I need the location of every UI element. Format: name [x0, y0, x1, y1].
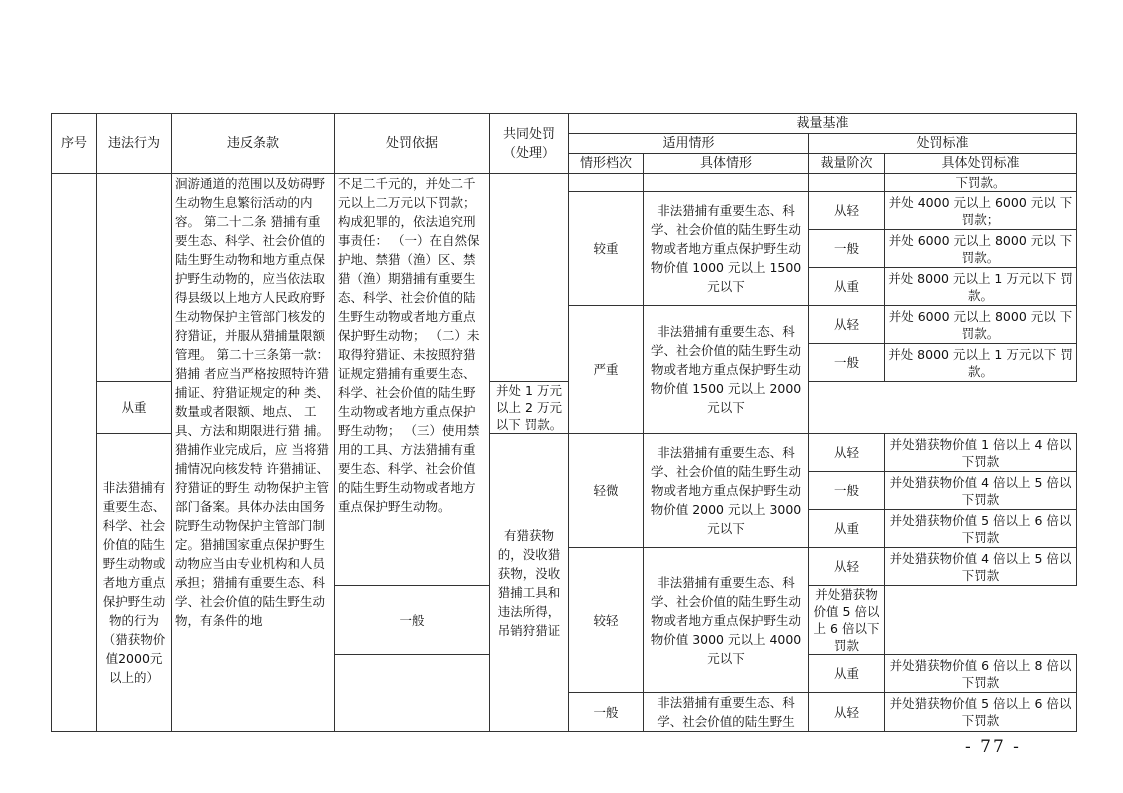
stage-cell: 从轻: [809, 192, 885, 230]
penalty-cell: 并处 8000 元以上 1 万元以下 罚款。: [885, 344, 1077, 382]
penalty-cell: 并处 4000 元以上 6000 元以 下罚款；: [885, 192, 1077, 230]
penalty-cell: 并处猎获物价值 4 倍以上 5 倍以下罚款: [885, 472, 1077, 510]
level-cell: 较重: [569, 192, 644, 306]
common-penalty-cell: 有猎获物的，没收猎获物，没收猎捕工具和违法所得，吊销狩猎证: [490, 434, 569, 732]
level-cell: 一般: [569, 693, 644, 732]
detail-cell: 非法猎捕有重要生态、科学、社会价值的陆生野生动物或者地方重点保护野生动物价值 1500 元以上 2000 元以下: [644, 306, 809, 434]
detail-cell-prev: [644, 174, 809, 192]
penalty-cell: 并处 6000 元以上 8000 元以 下罚款。: [885, 306, 1077, 344]
stage-cell: 一般: [809, 344, 885, 382]
header-seq: 序号: [52, 114, 97, 174]
level-cell: 严重: [569, 306, 644, 434]
table-row: [52, 174, 1077, 192]
detail-cell: 非法猎捕有重要生态、科学、社会价值的陆生野生动物或者地方重点保护野生动物价值 2000 元以上 3000 元以下: [644, 434, 809, 548]
stage-cell: 从重: [809, 655, 885, 693]
penalty-cell: 并处 8000 元以上 1 万元以下 罚款。: [885, 268, 1077, 306]
header-violation: 违法行为: [97, 114, 172, 174]
common-cell-prev: [490, 174, 569, 382]
penalty-cell: 并处 1 万元以上 2 万元以下 罚款。: [490, 382, 569, 434]
stage-cell: 从轻: [809, 306, 885, 344]
penalty-cell: 并处猎获物价值 5 倍以上 6 倍以下罚款: [885, 510, 1077, 548]
stage-cell: 一般: [809, 230, 885, 268]
header-clause: 违反条款: [172, 114, 335, 174]
stage-cell: 从轻: [809, 434, 885, 472]
header-discretion: 裁量基准: [569, 114, 1077, 134]
header-level: 情形档次: [569, 154, 644, 174]
stage-cell: 从轻: [809, 693, 885, 732]
level-cell: 轻微: [569, 434, 644, 548]
penalty-cell: 下罚款。: [885, 174, 1077, 192]
detail-cell: 非法猎捕有重要生态、科学、社会价值的陆生野生动物或者地方重点保护野生动物价值 3000 元以上 4000 元以下: [644, 548, 809, 693]
detail-cell: 非法猎捕有重要生态、科学、社会价值的陆生野生: [644, 693, 809, 732]
penalty-cell: 并处猎获物价值 6 倍以上 8 倍以下罚款: [885, 655, 1077, 693]
violation-cell-prev: [97, 174, 172, 382]
stage-cell: 从轻: [809, 548, 885, 586]
seq-cell: [52, 174, 97, 732]
level-cell-prev: [569, 174, 644, 192]
basis-cell: 不足二千元的，并处二千元以上二万元以下罚款；构成犯罪的，依法追究刑事责任： （一）在自然保护地、禁猎（渔）区、禁猎（渔）期猎捕有重要生态、科学、社会价值的陆生野生动物或者地方重点保护野生动物； （二）未取得狩猎证、未按照狩猎证规定猎捕有重要生态、科学、社会价值的陆生野生动物或者地方重点保护野生动物； （三）使用禁用的工具、方法猎捕有重要生态、科学、社会价值的陆生野生动物或者地方重点保护野生动物。: [335, 174, 490, 586]
stage-cell: 从重: [809, 510, 885, 548]
basis-cell-empty: [335, 655, 490, 732]
penalty-cell: 并处猎获物价值 4 倍以上 5 倍以下罚款: [885, 548, 1077, 586]
header-penalty: 具体处罚标准: [885, 154, 1077, 174]
penalty-cell: 并处猎获物价值 5 倍以上 6 倍以下罚款: [809, 586, 885, 655]
penalty-cell: 并处猎获物价值 5 倍以上 6 倍以下罚款: [885, 693, 1077, 732]
violation-cell: 非法猎捕有重要生态、科学、社会价值的陆生野生动物或者地方重点保护野生动物的行为（猎获物价值2000元以上的）: [97, 434, 172, 732]
stage-cell: 从重: [97, 382, 172, 434]
header-standard: 处罚标准: [809, 134, 1077, 154]
header-stage: 裁量阶次: [809, 154, 885, 174]
stage-cell-prev: [809, 174, 885, 192]
header-common-penalty: 共同处罚 （处理）: [490, 114, 569, 174]
header-detail: 具体情形: [644, 154, 809, 174]
penalty-cell: 并处猎获物价值 1 倍以上 4 倍以下罚款: [885, 434, 1077, 472]
header-situation: 适用情形: [569, 134, 809, 154]
discretion-table: [51, 113, 1077, 732]
stage-cell: 从重: [809, 268, 885, 306]
level-cell: 较轻: [569, 548, 644, 693]
header-basis: 处罚依据: [335, 114, 490, 174]
stage-cell: 一般: [335, 586, 490, 655]
stage-cell: 一般: [809, 472, 885, 510]
clause-cell: 洄游通道的范围以及妨碍野生动物生息繁衍活动的内容。 第二十二条 猎捕有重要生态、科学、社会价值的陆生野生动物和地方重点保护野生动物的，应当依法取得县级以上地方人民政府野生动物保护主管部门核发的狩猎证，并服从猎捕量限额管理。 第二十三条第一款：猎捕 者应当严格按照特许猎 捕证、狩猎证规定的种 类、数量或者限额、地点、 工具、方法和期限进行猎 捕。猎捕作业完成后，应 当将猎捕情况向核发特 许猎捕证、狩猎证的野生 动物保护主管部门备案。具体办法由国务院野生动物保护主管部门制定。猎捕国家重点保护野生动物应当由专业机构和人员承担；猎捕有重要生态、科学、社会价值的陆生野生动物，有条件的地: [172, 174, 335, 732]
penalty-cell: 并处 6000 元以上 8000 元以 下罚款。: [885, 230, 1077, 268]
page-number: - 77 -: [965, 737, 1021, 757]
detail-cell: 非法猎捕有重要生态、科学、社会价值的陆生野生动物或者地方重点保护野生动物价值 1000 元以上 1500 元以下: [644, 192, 809, 306]
